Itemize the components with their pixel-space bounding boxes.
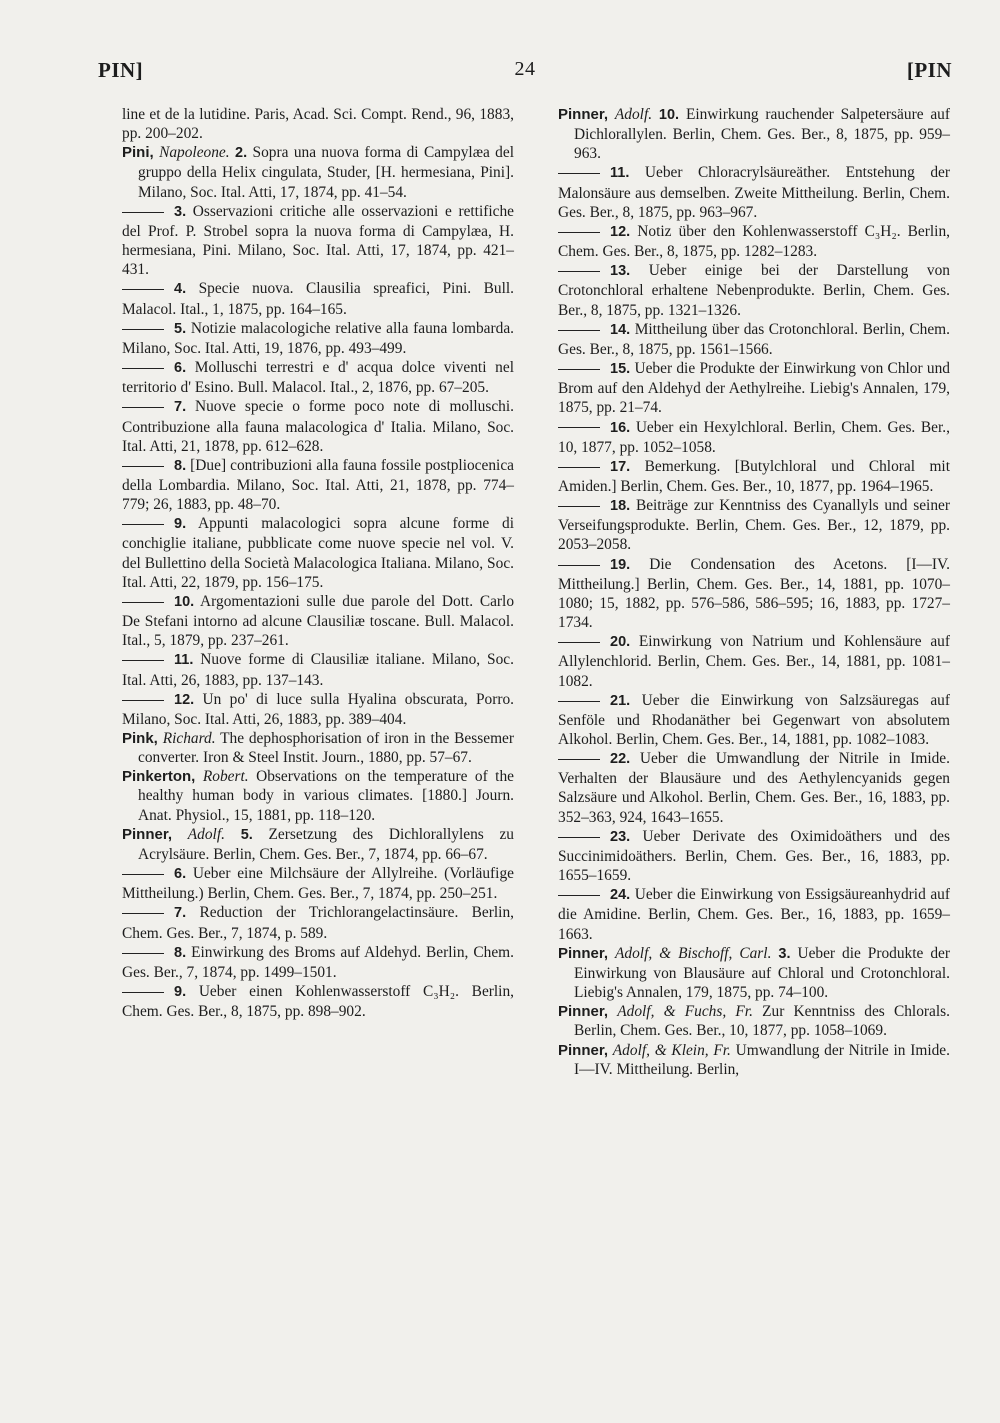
ditto-dash	[122, 368, 164, 369]
ditto-dash	[122, 660, 164, 661]
bibliography-entry	[122, 729, 514, 767]
entry-number: 14.	[610, 321, 631, 338]
bibliography-entry	[558, 1002, 950, 1040]
entry-number: 3.	[778, 945, 791, 962]
entry-number: 7.	[174, 399, 187, 416]
bibliography-entry	[558, 1041, 950, 1079]
bibliography-entry	[122, 456, 514, 514]
ditto-dash	[558, 642, 600, 643]
entry-text: Ueber die Umwandlung der Nitrile in Imide. Verhalten der Blausäure und des Aethylencyanids gegen Salzsäure und Alkohol. Berlin, Chem. Ges. Ber., 16, 1883, pp. 352–363, 924, 1643–1655.	[558, 750, 950, 826]
author-first-name: Adolf, & Bischoff, Carl.	[615, 944, 772, 962]
author-name: Pinner,	[558, 1041, 609, 1059]
entry-number: 21.	[610, 692, 631, 709]
bibliography-entry	[558, 827, 950, 885]
entry-text: Ueber eine Milchsäure der Allylreihe. (Vorläufige Mittheilung.) Berlin, Chem. Ges. Ber., 7, 1874, pp. 250–251.	[122, 865, 514, 903]
bibliography-entry	[558, 320, 950, 359]
entry-text: Appunti malacologici sopra alcune forme di conchiglie italiane, pubblicate come nuove specie nel vol. V. del Bullettino della Società Malacologica Italiana. Milano, Soc. Ital. Atti, 22, 1879, pp. 156–175.	[122, 515, 514, 591]
entry-text: Ueber die Einwirkung von Essigsäureanhydrid auf die Amidine. Berlin, Chem. Ges. Ber., 16, 1883, pp. 1659–1663.	[558, 886, 951, 943]
entry-text: Notiz über den Kohlenwasserstoff C₃H₂. Berlin, Chem. Ges. Ber., 8, 1875, pp. 1282–1283.	[558, 222, 950, 261]
author-name: Pinkerton,	[122, 768, 196, 786]
entry-text: Osservazioni critiche alle osservazioni e rettifiche del Prof. P. Strobel sopra la nuova forma di Campylæa, H. hermesiana, Pini. Milano, Soc. Ital. Atti, 17, 1874, pp. 421–431.	[122, 202, 514, 279]
author-first-name: Adolf.	[187, 825, 225, 843]
bibliography-entry	[122, 202, 514, 280]
bibliography-entry	[558, 359, 950, 417]
ditto-dash	[558, 895, 600, 896]
ditto-dash	[122, 524, 164, 525]
entry-number: 4.	[174, 281, 187, 298]
entry-text: Ueber ein Hexylchloral. Berlin, Chem. Ges. Ber., 10, 1877, pp. 1052–1058.	[558, 418, 950, 456]
entry-text: Beiträge zur Kenntniss des Cyanallyls und seiner Verseifungsprodukte. Berlin, Chem. Ges. Ber., 12, 1879, pp. 2053–2058.	[558, 497, 950, 554]
entry-text: Ueber die Einwirkung von Salzsäuregas auf Senföle und Rhodanäther bei Gegenwart von absolutem Alkohol. Berlin, Chem. Ges. Ber., 14, 1881, pp. 1082–1083.	[558, 691, 950, 748]
entry-number: 18.	[610, 498, 631, 515]
author-name: Pinner,	[558, 106, 609, 123]
author-first-name: Adolf, & Fuchs, Fr.	[617, 1003, 753, 1021]
entry-text: Mittheilung über das Crotonchloral. Berlin, Chem. Ges. Ber., 8, 1875, pp. 1561–1566.	[558, 320, 950, 358]
entry-text: Un po' di luce sulla Hyalina obscurata, Porro. Milano, Soc. Ital. Atti, 26, 1883, pp. 389–404.	[122, 690, 514, 728]
ditto-dash	[558, 369, 600, 370]
entry-text: Ueber die Produkte der Einwirkung von Chlor und Brom auf den Aldehyd der Aethylreihe. Liebig's Annalen, 179, 1875, pp. 21–74.	[558, 360, 950, 417]
entry-number: 3.	[174, 203, 187, 220]
bibliography-entry	[122, 397, 514, 455]
ditto-dash	[558, 701, 600, 702]
ditto-dash	[558, 759, 600, 760]
author-name: Pini,	[122, 144, 154, 162]
ditto-dash	[558, 837, 600, 838]
ditto-dash	[558, 232, 600, 233]
bibliography-entry	[558, 749, 950, 827]
ditto-dash	[122, 212, 164, 213]
bibliography-entry	[558, 222, 950, 261]
ditto-dash	[122, 602, 164, 603]
entry-text: Zersetzung des Dichlorallylens zu Acrylsäure. Berlin, Chem. Ges. Ber., 7, 1874, pp. 66–67.	[138, 825, 514, 863]
bibliography-entry	[558, 691, 950, 749]
entry-number: 9.	[174, 984, 187, 1001]
entry-text: Sopra una nuova forma di Campylæa del gruppo della Helix cingulata, Studer, [H. hermesiana, Pini]. Milano, Soc. Ital. Atti, 17, 1874, pp. 41–54.	[138, 144, 514, 201]
entry-number: 8.	[174, 944, 187, 961]
author-first-name: Robert.	[202, 768, 249, 786]
entry-text: Einwirkung rauchender Salpetersäure auf Dichlorallylen. Berlin, Chem. Ges. Ber., 8, 1875, pp. 959–963.	[574, 106, 951, 163]
bibliography-entry	[122, 767, 514, 824]
ditto-dash	[122, 289, 164, 290]
entry-text: Die Condensation des Acetons. [I—IV. Mittheilung.] Berlin, Chem. Ges. Ber., 14, 1881, pp. 1070–1080; 15, 1882, pp. 576–586, 586–595; 16, 1883, pp. 1727–1734.	[558, 555, 950, 632]
entry-number: 11.	[610, 165, 630, 182]
entry-text: Molluschi terrestri e d' acqua dolce viventi nel territorio d' Esino. Bull. Malacol. Ital., 2, 1876, pp. 67–205.	[122, 359, 514, 397]
entry-text: Ueber Derivate des Oximidoäthers und des Succinimidoäthers. Berlin, Chem. Ges. Ber., 16, 1883, pp. 1655–1659.	[558, 827, 950, 885]
bibliography-entry	[122, 279, 514, 318]
author-name: Pinner,	[122, 825, 173, 843]
entry-text: Specie nuova. Clausilia spreafici, Pini. Bull. Malacol. Ital., 1, 1875, pp. 164–165.	[122, 280, 514, 318]
ditto-dash	[122, 407, 164, 408]
entry-text: Einwirkung des Broms auf Aldehyd. Berlin, Chem. Ges. Ber., 7, 1874, pp. 1499–1501.	[122, 943, 514, 981]
author-first-name: Napoleone.	[159, 144, 230, 162]
ditto-dash	[558, 565, 600, 566]
right-column	[558, 105, 950, 1079]
entry-number: 24.	[610, 887, 631, 904]
ditto-dash	[122, 700, 164, 701]
bibliography-entry	[558, 632, 950, 690]
entry-number: 22.	[610, 751, 631, 768]
ditto-dash	[122, 466, 164, 467]
entry-text: Argomentazioni sulle due parole del Dott. Carlo De Stefani intorno ad alcune Clausiliæ toscane. Bull. Malacol. Ital., 5, 1879, pp. 237–261.	[122, 592, 515, 650]
entry-number: 9.	[174, 516, 187, 533]
entry-text: line et de la lutidine. Paris, Acad. Sci. Compt. Rend., 96, 1883, pp. 200–202.	[122, 106, 514, 143]
bibliography-entry	[122, 319, 514, 358]
entry-number: 6.	[174, 866, 187, 883]
entry-number: 13.	[610, 263, 631, 280]
bibliography-entry	[558, 418, 950, 457]
entry-text: Ueber einen Kohlenwasserstoff C₃H₂. Berlin, Chem. Ges. Ber., 8, 1875, pp. 898–902.	[122, 983, 514, 1021]
author-first-name: Richard.	[162, 730, 216, 747]
entry-text: Reduction der Trichlorangelactinsäure. Berlin, Chem. Ges. Ber., 7, 1874, p. 589.	[122, 904, 514, 942]
left-column	[122, 105, 514, 1021]
entry-text: Zur Kenntniss des Chlorals. Berlin, Chem. Ges. Ber., 10, 1877, pp. 1058–1069.	[574, 1003, 950, 1040]
entry-number: 10.	[174, 593, 195, 610]
bibliography-entry	[558, 885, 950, 943]
bibliography-entry	[558, 163, 950, 221]
entry-text: Notizie malacologiche relative alla fauna lombarda. Milano, Soc. Ital. Atti, 19, 1876, pp. 493–499.	[122, 319, 514, 357]
author-first-name: Adolf.	[614, 106, 653, 123]
ditto-dash	[558, 330, 600, 331]
ditto-dash	[122, 329, 164, 330]
ditto-dash	[558, 173, 600, 174]
ditto-dash	[122, 913, 164, 914]
ditto-dash	[558, 467, 600, 468]
ditto-dash	[558, 271, 600, 272]
entry-text: The dephosphorisation of iron in the Bessemer converter. Iron & Steel Instit. Journ., 1880, pp. 57–67.	[138, 730, 514, 767]
entry-number: 7.	[174, 905, 187, 922]
bibliography-entry	[122, 864, 514, 903]
bibliography-entry	[558, 105, 950, 163]
entry-number: 19.	[610, 556, 631, 573]
bibliography-entry	[122, 982, 514, 1021]
ditto-dash	[122, 874, 164, 875]
bibliography-entry	[558, 496, 950, 554]
page-header	[98, 58, 952, 94]
entry-number: 17.	[610, 458, 631, 475]
entry-text: Bemerkung. [Butylchloral und Chloral mit Amiden.] Berlin, Chem. Ges. Ber., 10, 1877, pp. 1964–1965.	[558, 457, 950, 495]
entry-text: Nuove specie o forme poco note di molluschi. Contribuzione alla fauna malacologica d' Italia. Milano, Soc. Ital. Atti, 21, 1878, pp. 612–628.	[122, 398, 514, 455]
entry-number: 11.	[174, 652, 194, 669]
header-left: PIN]	[98, 58, 144, 82]
entry-number: 5.	[174, 320, 187, 337]
entry-number: 12.	[174, 691, 195, 708]
bibliography-entry	[558, 457, 950, 496]
entry-text: Ueber einige bei der Darstellung von Crotonchloral erhaltene Nebenprodukte. Berlin, Chem. Ges. Ber., 8, 1875, pp. 1321–1326.	[558, 262, 950, 319]
bibliography-entry	[122, 690, 514, 729]
entry-number: 6.	[174, 360, 187, 377]
entry-number: 20.	[610, 634, 631, 651]
entry-number: 15.	[610, 361, 631, 378]
bibliography-entry	[558, 944, 950, 1002]
ditto-dash	[558, 427, 600, 428]
bibliography-entry	[122, 514, 514, 592]
header-right: [PIN	[906, 58, 952, 82]
bibliography-entry	[122, 650, 514, 689]
entry-number: 10.	[658, 107, 680, 123]
entry-text: Nuove forme di Clausiliæ italiane. Milano, Soc. Ital. Atti, 26, 1883, pp. 137–143.	[122, 651, 514, 689]
author-name: Pinner,	[558, 1003, 609, 1021]
author-name: Pink,	[122, 730, 158, 747]
bibliography-entry	[122, 903, 514, 942]
entry-text: Einwirkung von Natrium und Kohlensäure auf Allylenchlorid. Berlin, Chem. Ges. Ber., 14, 1881, pp. 1081–1082.	[558, 633, 950, 690]
author-name: Pinner,	[558, 944, 609, 962]
entry-number: 12.	[610, 223, 631, 240]
entry-text: Observations on the temperature of the healthy human body in various climates. [1880.] Journ. Anat. Physiol., 15, 1881, pp. 118–120.	[138, 768, 514, 824]
entry-number: 16.	[610, 419, 631, 436]
bibliography-entry	[122, 143, 514, 201]
bibliography-entry	[558, 555, 950, 633]
entry-text: Ueber Chloracrylsäureäther. Entstehung der Malonsäure aus demselben. Zweite Mittheilung. Berlin, Chem. Ges. Ber., 8, 1875, pp. 963–967.	[558, 164, 950, 221]
bibliography-entry	[122, 592, 514, 650]
page-number: 24	[514, 58, 536, 80]
entry-number: 23.	[610, 828, 631, 845]
entry-number: 5.	[240, 826, 253, 843]
bibliography-entry	[558, 261, 950, 319]
entry-number: 2.	[235, 145, 248, 162]
bibliography-entry	[122, 825, 514, 864]
entry-text: [Due] contribuzioni alla fauna fossile postpliocenica della Lombardia. Milano, Soc. Ital. Atti, 21, 1878, pp. 774–779; 26, 1883, pp. 48–70.	[122, 456, 514, 514]
entry-number: 8.	[174, 457, 187, 474]
entry-text: Umwandlung der Nitrile in Imide. I—IV. Mittheilung. Berlin,	[574, 1041, 950, 1078]
author-first-name: Adolf, & Klein, Fr.	[612, 1041, 731, 1059]
bibliography-entry	[122, 943, 514, 982]
ditto-dash	[558, 506, 600, 507]
entry-text: Ueber die Produkte der Einwirkung von Blausäure auf Chloral und Crotonchloral. Liebig's Annalen, 179, 1875, pp. 74–100.	[574, 944, 950, 1002]
ditto-dash	[122, 992, 164, 993]
bibliography-entry	[122, 358, 514, 397]
ditto-dash	[122, 953, 164, 954]
bibliography-entry	[122, 105, 514, 143]
